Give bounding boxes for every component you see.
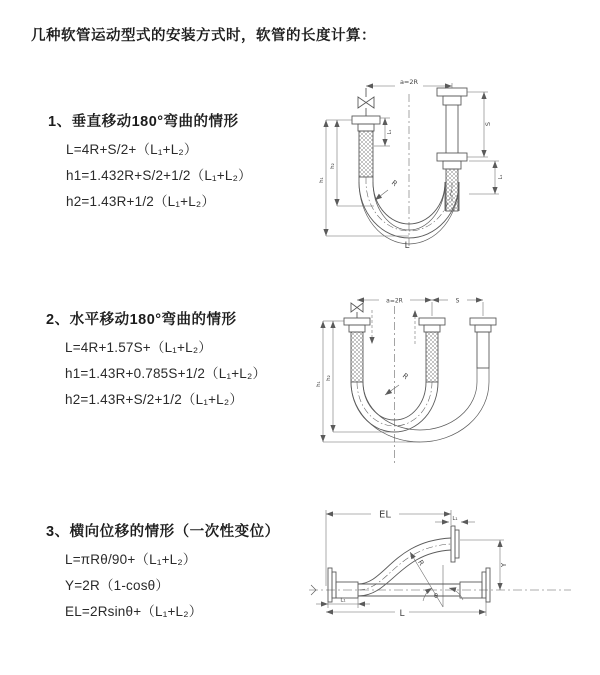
dim-label-l: L: [404, 241, 410, 251]
dim-label-h2: h₂: [330, 163, 336, 169]
braided-hose-section: [426, 332, 438, 382]
dim-label-l1-left: L₁: [387, 129, 393, 135]
section-1-formula-h1: h1=1.432R+S/2+1/2（L₁+L₂）: [66, 168, 252, 183]
left-pipe-fitting: [344, 318, 370, 382]
section-2-heading: 2、水平移动180°弯曲的情形: [46, 312, 237, 328]
dim-label-a2r: a=2R: [399, 78, 419, 86]
section-3-heading: 3、横向位移的情形（一次性变位）: [46, 524, 280, 540]
dim-label-h1: h₁: [319, 177, 325, 183]
dim-label-r: R: [400, 371, 410, 382]
middle-pipe-fitting: [419, 318, 445, 382]
dim-label-l1-right: L₁: [498, 174, 504, 180]
valve-icon: [351, 303, 363, 318]
section-3-formula-EL: EL=2Rsinθ+（L₁+L₂）: [65, 604, 203, 619]
dim-label-l1-bottom: L₁: [340, 597, 346, 604]
dim-label-y: Y: [500, 562, 508, 568]
section-2-formula-L: L=4R+1.57S+（L₁+L₂）: [65, 340, 212, 355]
dim-label-s: S: [484, 121, 492, 127]
dim-label-el: EL: [379, 509, 391, 521]
braided-hose-section: [359, 131, 373, 177]
section-3-formula-Y: Y=2R（1-cosθ）: [65, 578, 170, 593]
section-3-formula-L: L=πRθ/90+（L₁+L₂）: [65, 552, 197, 567]
diagram-vertical-180-bend: [312, 76, 580, 254]
radius-leader-line: [410, 552, 443, 607]
dim-label-r: R: [389, 178, 399, 189]
right-pipe-fitting: [437, 88, 467, 211]
moved-pipe-fitting: [470, 318, 496, 368]
braided-hose-section: [351, 332, 363, 382]
dim-label-s: S: [455, 297, 460, 305]
diagram-labels: [340, 510, 508, 620]
diagram-labels: [319, 78, 504, 251]
section-1-formula-L: L=4R+S/2+（L₁+L₂）: [66, 142, 198, 157]
section-1-formula-h2: h2=1.43R+1/2（L₁+L₂）: [66, 194, 216, 209]
left-pipe-fitting: [352, 116, 380, 177]
hose-drawing: [309, 526, 571, 607]
dim-label-h2: h₂: [326, 375, 332, 381]
section-1-heading: 1、垂直移动180°弯曲的情形: [48, 114, 239, 130]
dim-label-l1-top: L₁: [452, 516, 458, 522]
section-2-formula-h2: h2=1.43R+S/2+1/2（L₁+L₂）: [65, 392, 244, 407]
straight-hose-original-position: [358, 568, 490, 602]
dim-label-a2r: a=2R: [386, 297, 403, 305]
hose-drawing: [344, 303, 496, 463]
page-title: 几种软管运动型式的安装方式时，软管的长度计算：: [31, 28, 376, 44]
dim-label-r: R: [416, 558, 426, 568]
valve-icon: [358, 88, 374, 116]
dim-label-theta: θ: [434, 592, 438, 600]
dim-label-h1: h₁: [316, 381, 322, 387]
diagram-lateral-displacement: [303, 500, 578, 645]
hose-drawing: [352, 88, 467, 248]
dimension-lines: [323, 297, 483, 442]
dim-label-l: L: [399, 609, 405, 619]
dimension-lines: [326, 83, 499, 236]
diagram-horizontal-180-bend: [315, 288, 510, 478]
section-2-formula-h1: h1=1.43R+0.785S+1/2（L₁+L₂）: [65, 366, 267, 381]
curved-hose-displaced-position: [358, 526, 459, 596]
